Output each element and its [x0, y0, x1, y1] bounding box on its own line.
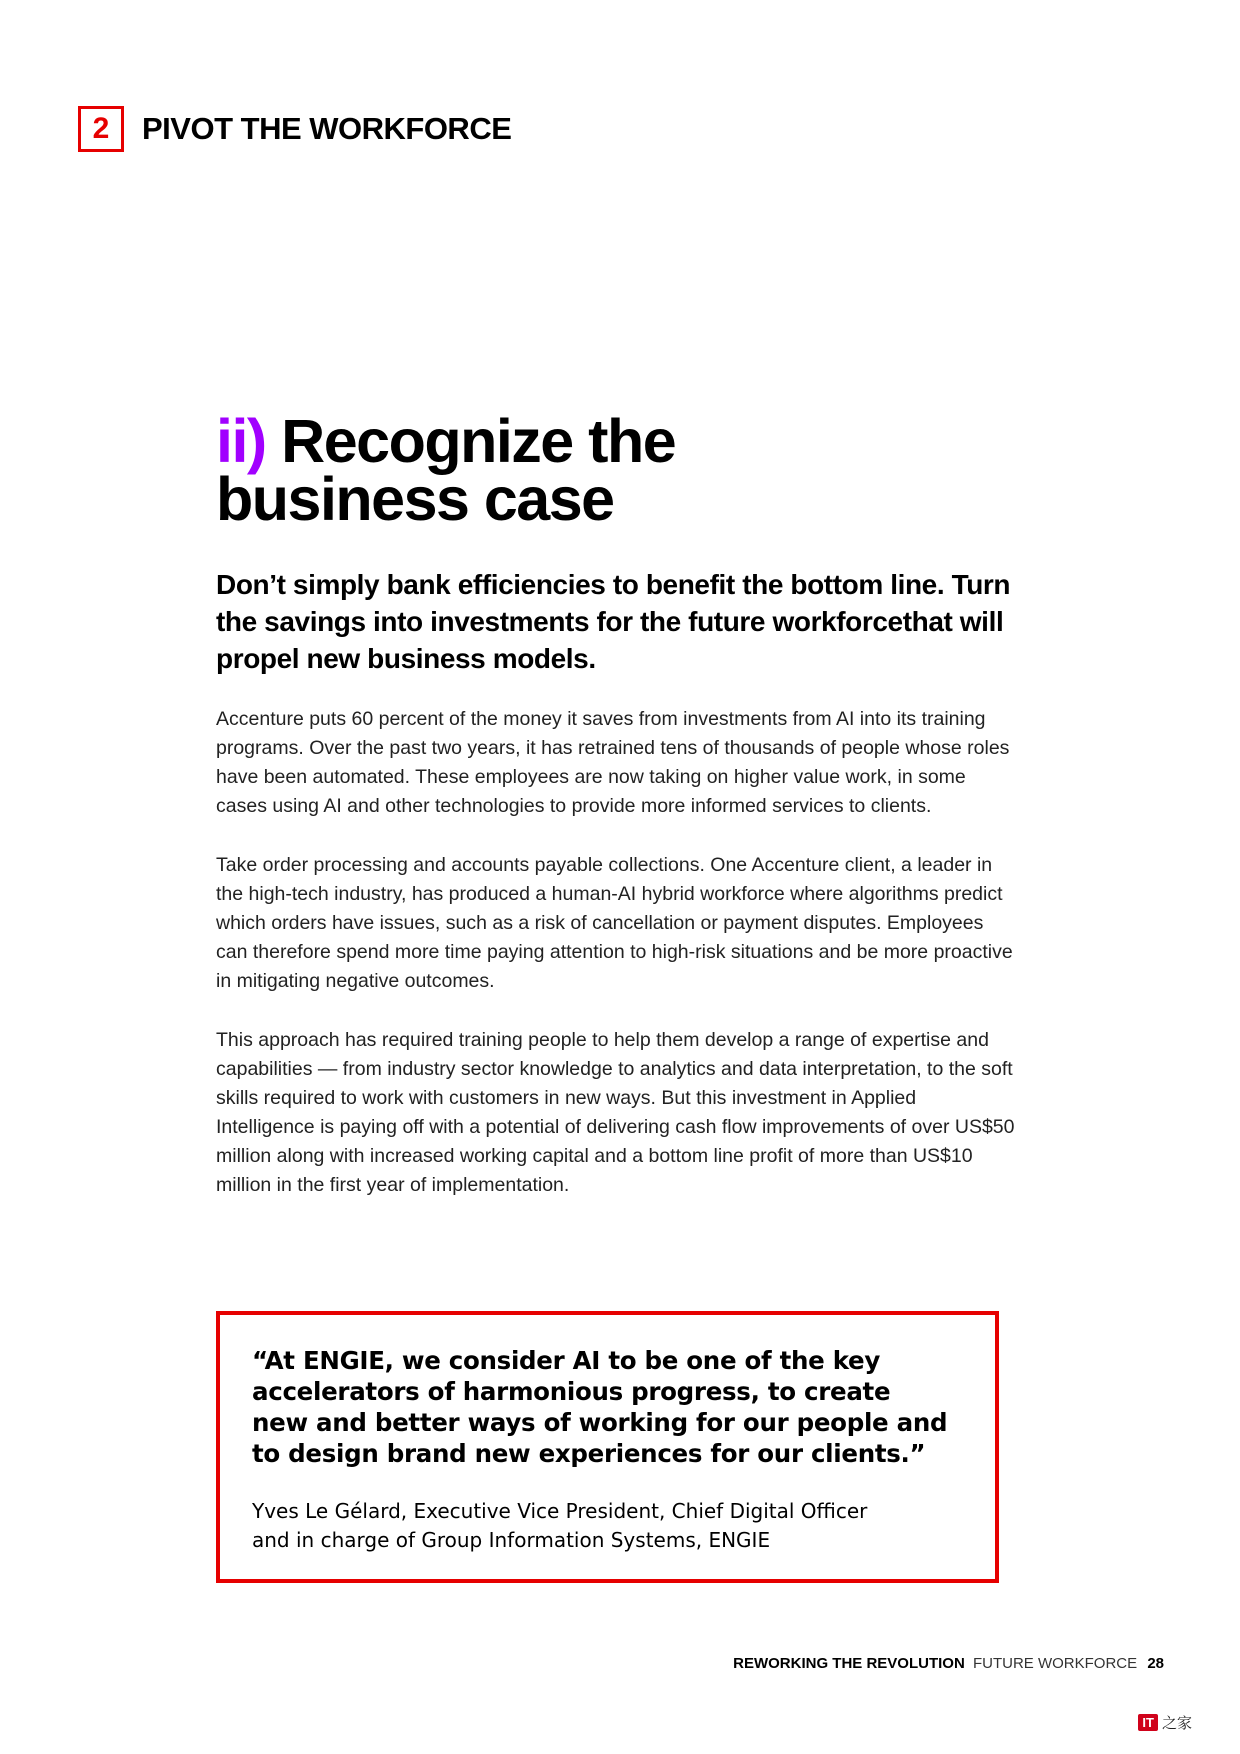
quote-box — [216, 1311, 999, 1583]
body-paragraph: Take order processing and accounts payable collections. One Accenture client, a leader in the high-tech industry, has produced a human-AI hybrid workforce where algorithms predict which orders have issues, such as a risk of cancellation or payment disputes. Employees can therefore spend more time paying attention to high-risk situations and be more proactive in mitigating negative outcomes. — [216, 854, 1013, 992]
subheading: Don’t simply bank efficiencies to benefit the bottom line. Turn the savings into investments for the future workforcethat will propel new business models. — [216, 569, 1011, 674]
quote-attribution-line-2: and in charge of Group Information Systems, ENGIE — [252, 1528, 771, 1552]
footer-report-title: REWORKING THE REVOLUTION — [733, 1655, 965, 1672]
section-number-badge: 2 — [78, 106, 124, 152]
body-paragraph: This approach has required training people to help them develop a range of expertise and capabilities — from industry sector knowledge to analytics and data interpretation, to the soft skills required to work with customers in new ways. But this investment in Applied Intelligence is paying off with a potential of delivering cash flow improvements of over US$50 million along with increased working capital and a bottom line profit of more than US$10 million in the first year of implementation. — [216, 1029, 1015, 1196]
footer-page-number: 28 — [1147, 1655, 1164, 1672]
page-heading — [216, 407, 916, 533]
page-footer — [733, 1655, 1164, 1672]
body-paragraph: Accenture puts 60 percent of the money it saves from investments from AI into its training programs. Over the past two years, it has retrained tens of thousands of people whose roles have been automated. These employees are now taking on higher value work, in some cases using AI and other technologies to provide more informed services to clients. — [216, 708, 1010, 817]
quote-attribution — [252, 1497, 952, 1555]
heading-marker: ii) — [216, 407, 266, 475]
heading-line-2: business case — [216, 465, 614, 533]
section-header — [78, 106, 511, 152]
heading-line-1: Recognize the — [281, 407, 676, 475]
body-text — [216, 705, 1016, 1230]
footer-section-name: FUTURE WORKFORCE — [972, 1655, 1138, 1672]
quote-attribution-line-1: Yves Le Gélard, Executive Vice President, Chief Digital Officer — [252, 1499, 868, 1523]
quote-text: “At ENGIE, we consider AI to be one of the key accelerators of harmonious progress, to create new and better ways of working for our people and to design brand new experiences for our clients.” — [252, 1346, 948, 1468]
watermark-text: 之家 — [1161, 1714, 1192, 1732]
section-title: PIVOT THE WORKFORCE — [142, 111, 512, 146]
watermark-logo-icon: IT — [1138, 1714, 1158, 1731]
watermark — [1138, 1712, 1192, 1733]
